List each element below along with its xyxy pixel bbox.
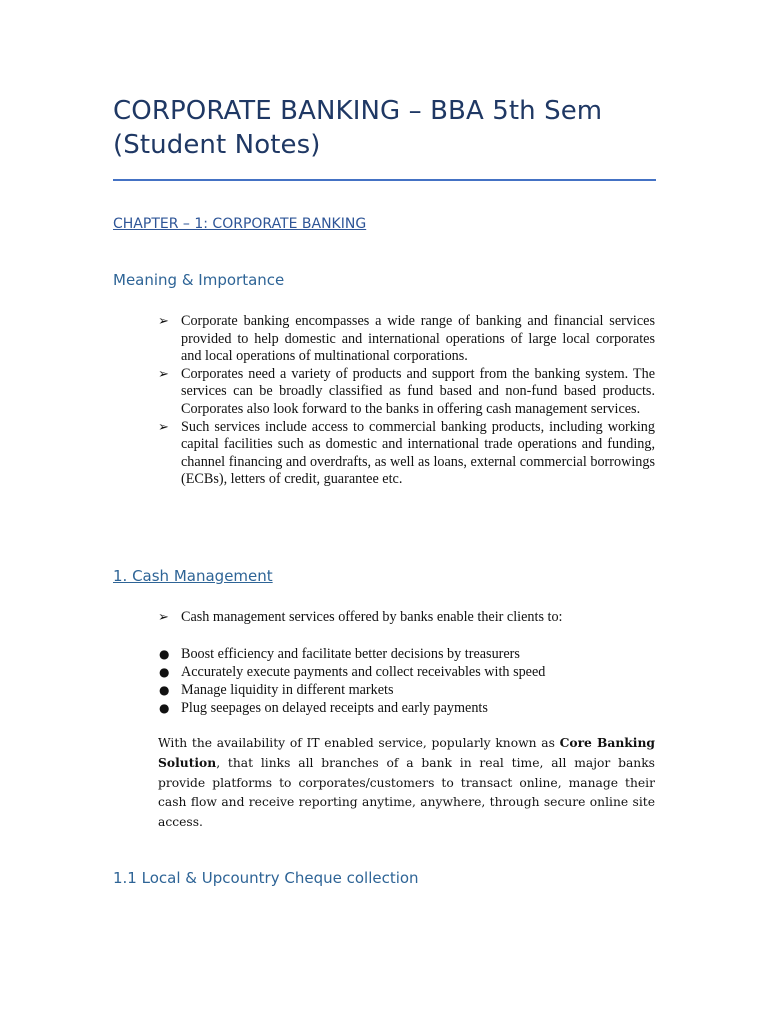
list-item [158,419,655,489]
paragraph-text-part-1: With the availability of IT enabled service, popularly known as [158,736,560,750]
paragraph-text-part-2: , that links all branches of a bank in real time, all major banks provide platforms to corporates/customers to transact online, manage their cash flow and receive reporting anytime, anywhere, through secure online site access. [158,756,655,829]
core-banking-solution-term: Core Banking Solution [158,735,655,771]
dot-bullet-icon: ● [159,683,170,697]
section-heading-cheque-collection: 1.1 Local & Upcountry Cheque collection [113,869,419,887]
dot-bullet-icon: ● [159,701,170,715]
list-item-text: Cash management services offered by banks enable their clients to: [181,609,563,625]
list-item [158,699,655,717]
arrow-bullet-icon: ➢ [158,610,169,625]
list-item [158,645,655,663]
list-item-text: Corporates need a variety of products and support from the banking system. The services can be broadly classified as fund based and non-fund based products. Corporates also look forward to the banks in offering cash management services. [181,365,655,417]
list-item-text: Such services include access to commercial banking products, including working capital facilities such as domestic and international trade operations and funding, channel financing and overdrafts, as well as loans, external commercial borrowings (ECBs), letters of credit, guarantee etc. [181,418,655,488]
dot-bullet-icon: ● [159,647,170,661]
arrow-bullet-icon: ➢ [158,314,169,329]
title-underline-rule [113,179,656,181]
list-item-text: Boost efficiency and facilitate better decisions by treasurers [181,646,520,662]
section-heading-meaning: Meaning & Importance [113,271,285,289]
list-item-text: Corporate banking encompasses a wide range of banking and financial services provided to help domestic and international operations of large local corporates and local operations of multinational corporations. [181,313,655,365]
list-item-text: Accurately execute payments and collect receivables with speed [181,664,546,680]
arrow-bullet-icon: ➢ [158,419,169,435]
dot-bullet-icon: ● [159,665,170,679]
list-item-text: Manage liquidity in different markets [181,682,394,698]
cash-management-bullet-list [158,645,655,717]
list-item [158,313,655,366]
cash-management-intro-list [158,609,655,627]
list-item [158,609,655,627]
list-item [158,366,655,419]
section-heading-cash-management: 1. Cash Management [113,567,273,585]
list-item [158,681,655,699]
list-item [158,663,655,681]
meaning-list [158,313,655,489]
chapter-heading: CHAPTER – 1: CORPORATE BANKING [113,216,367,232]
core-banking-paragraph [158,733,655,832]
arrow-bullet-icon: ➢ [158,366,169,382]
list-item-text: Plug seepages on delayed receipts and early payments [181,700,488,716]
document-title: CORPORATE BANKING – BBA 5th Sem (Student Notes) [113,96,603,160]
